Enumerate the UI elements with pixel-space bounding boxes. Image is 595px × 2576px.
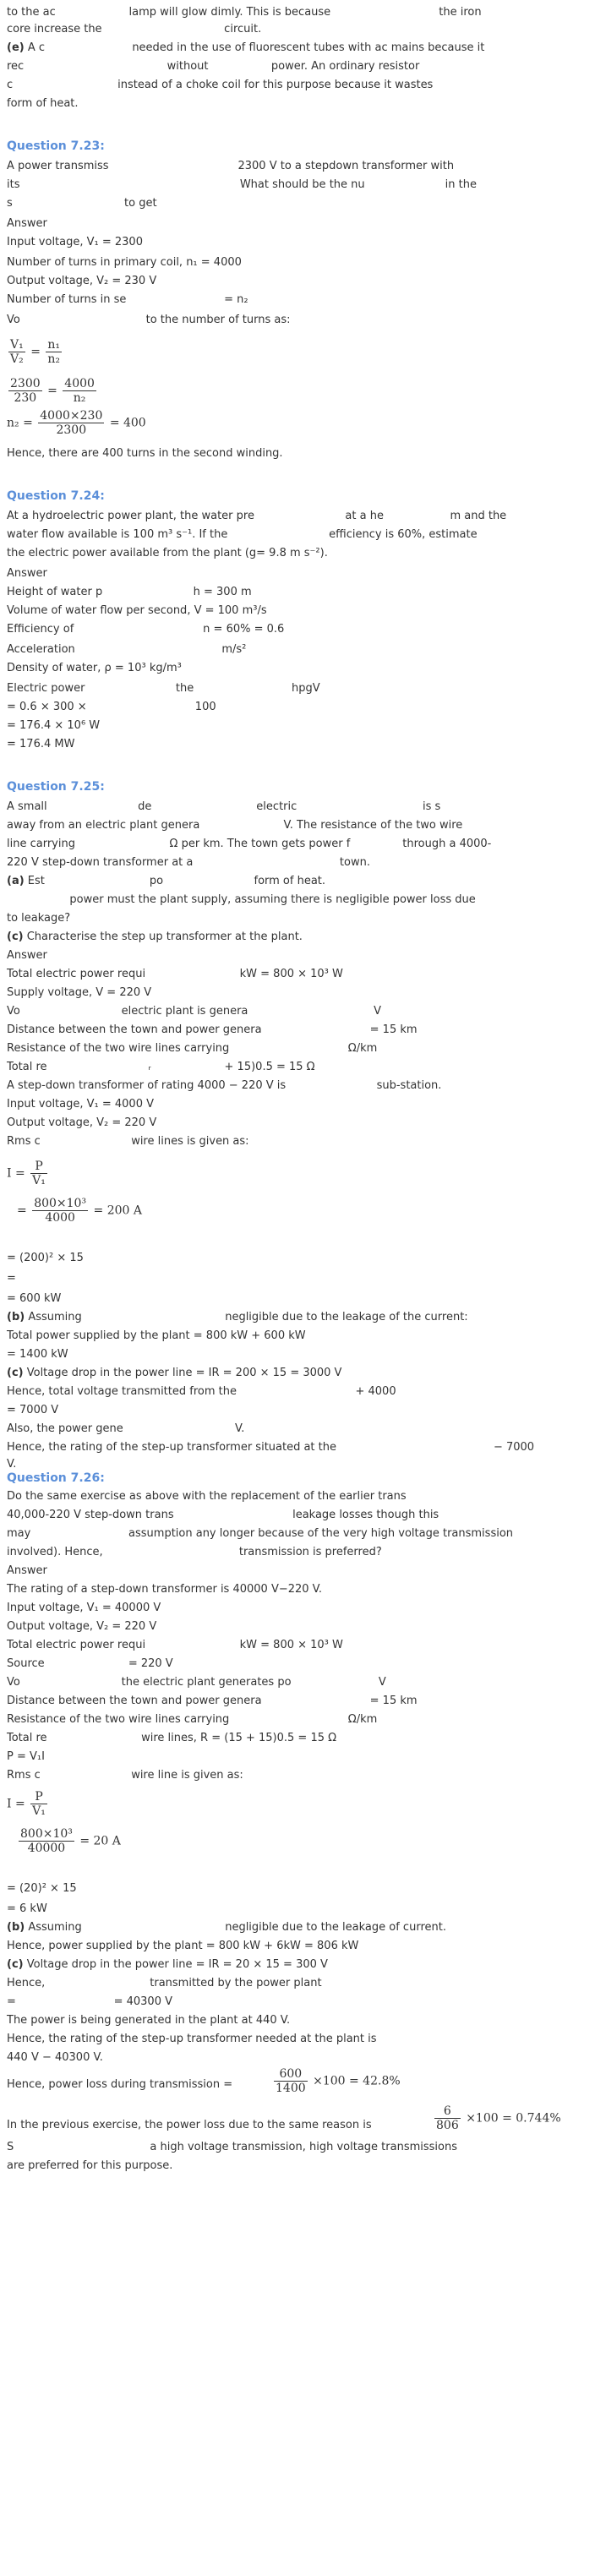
text-line bbox=[7, 2077, 232, 2093]
line-text: c instead of a choke coil for this purpose because it wastes bbox=[7, 79, 434, 91]
text-line bbox=[7, 2032, 377, 2047]
formula-rhs: = 20 A bbox=[79, 1834, 121, 1848]
line-text: Hence, total voltage transmitted from the + 4000 bbox=[7, 1385, 396, 1398]
text-line bbox=[7, 1422, 244, 1437]
line-text: Hence, power loss during transmission = bbox=[7, 2078, 233, 2091]
line-text: = bbox=[7, 1272, 16, 1285]
text-line bbox=[7, 196, 157, 211]
equals-sign: = bbox=[30, 345, 41, 359]
text-line bbox=[7, 2158, 172, 2174]
text-line bbox=[7, 274, 156, 289]
line-text: Volume of water flow per second, V = 100 m³/s bbox=[7, 604, 267, 617]
text-line bbox=[7, 718, 100, 734]
fraction-numerator: 2300 bbox=[10, 377, 41, 390]
line-text: its What should be the nu in the bbox=[7, 178, 477, 191]
line-text: Input voltage, V₁ = 40000 V bbox=[7, 1602, 161, 1614]
text-line bbox=[7, 737, 74, 752]
text-line bbox=[7, 1564, 47, 1579]
text-line bbox=[7, 1078, 441, 1094]
fraction-numerator: P bbox=[30, 1790, 47, 1804]
text-line bbox=[7, 1060, 315, 1075]
line-text: Total electric power requi kW = 800 × 10³ W bbox=[7, 1639, 343, 1651]
line-text: Hence, there are 400 turns in the second winding. bbox=[7, 447, 283, 460]
text-line bbox=[7, 5, 482, 20]
fraction-numerator: 800×10³ bbox=[20, 1827, 73, 1841]
line-text: Answer bbox=[7, 567, 47, 580]
text-line bbox=[7, 292, 248, 308]
line-text: 440 V − 40300 V. bbox=[7, 2051, 103, 2064]
formula-rhs: ×100 = 42.8% bbox=[313, 2074, 401, 2088]
line-text: Question 7.25: bbox=[7, 780, 105, 794]
line-text: Hence, the rating of the step-up transformer situated at the − 7000 bbox=[7, 1441, 535, 1454]
text-line bbox=[7, 1939, 358, 1954]
text-line bbox=[7, 1004, 381, 1019]
formula-rhs: ×100 = 0.744% bbox=[466, 2111, 561, 2126]
fraction-numerator: n₁ bbox=[47, 338, 61, 352]
text-line bbox=[7, 985, 151, 1001]
formula-q26-value bbox=[17, 1827, 121, 1855]
formula-q25-value bbox=[17, 1197, 142, 1225]
fraction-denominator: 40000 bbox=[27, 1842, 66, 1855]
line-text: are preferred for this purpose. bbox=[7, 2159, 173, 2172]
line-text: Assuming negligible due to the leakage of the current: bbox=[25, 1311, 468, 1323]
formula-q26-loss bbox=[272, 2067, 401, 2095]
text-line bbox=[7, 2013, 290, 2028]
text-line bbox=[7, 1271, 16, 1286]
text-line bbox=[7, 1881, 77, 1897]
line-text: = 176.4 MW bbox=[7, 738, 75, 750]
line-text: Total electric power requi kW = 800 × 10³ W bbox=[7, 968, 343, 980]
fraction-denominator: 2300 bbox=[56, 423, 87, 437]
text-line bbox=[7, 177, 477, 193]
part-label: (c) bbox=[7, 1958, 24, 1971]
text-line bbox=[7, 59, 419, 74]
line-text: Rms c wire line is given as: bbox=[7, 1769, 243, 1782]
line-text: Total re wire lines, R = (15 + 15)0.5 = 15 Ω bbox=[7, 1732, 337, 1744]
text-line bbox=[7, 96, 79, 112]
text-line bbox=[7, 1251, 84, 1266]
text-line bbox=[7, 1902, 47, 1917]
line-text: Answer bbox=[7, 1564, 47, 1577]
line-text: Number of turns in se = n₂ bbox=[7, 293, 248, 306]
text-line bbox=[7, 930, 303, 945]
line-text: Est po form of heat. bbox=[24, 875, 326, 887]
fraction-numerator: 4000 bbox=[64, 377, 95, 390]
line-text: At a hydroelectric power plant, the water pre at a he m and the bbox=[7, 510, 507, 522]
fraction-numerator: 600 bbox=[274, 2067, 308, 2082]
line-text: core increase the circuit. bbox=[7, 23, 262, 35]
fraction-denominator: 4000 bbox=[45, 1211, 75, 1225]
text-line bbox=[7, 1545, 382, 1560]
line-text: to leakage? bbox=[7, 912, 71, 925]
line-text: may assumption any longer because of the very high voltage transmission bbox=[7, 1527, 514, 1540]
formula-q26-current bbox=[7, 1790, 49, 1818]
line-text: power must the plant supply, assuming there is negligible power loss due bbox=[7, 893, 476, 906]
line-text: to the ac lamp will glow dimly. This is because the iron bbox=[7, 6, 482, 19]
text-line bbox=[7, 1116, 156, 1131]
text-line bbox=[7, 818, 462, 833]
fraction-denominator: 1400 bbox=[276, 2082, 306, 2095]
line-text: Vo to the number of turns as: bbox=[7, 314, 291, 326]
line-text: In the previous exercise, the power loss due to the same reason is bbox=[7, 2119, 372, 2131]
text-line bbox=[7, 2050, 103, 2066]
text-line bbox=[7, 22, 261, 37]
question-heading bbox=[7, 1471, 105, 1486]
text-line bbox=[7, 681, 320, 696]
text-line bbox=[7, 1675, 386, 1690]
line-text: Source = 220 V bbox=[7, 1657, 173, 1670]
line-text: P = V₁I bbox=[7, 1750, 45, 1763]
line-text: form of heat. bbox=[7, 97, 79, 110]
text-line bbox=[7, 1347, 68, 1362]
text-line bbox=[7, 622, 284, 637]
text-line bbox=[7, 1366, 341, 1381]
line-text: Voltage drop in the power line = IR = 20 × 15 = 300 V bbox=[23, 1958, 328, 1971]
formula-lhs: n₂ = bbox=[7, 416, 33, 430]
line-text: Electric power the hpgV bbox=[7, 682, 320, 695]
text-line bbox=[7, 1694, 418, 1709]
fraction-denominator: n₂ bbox=[73, 391, 86, 405]
line-text: Also, the power gene V. bbox=[7, 1422, 245, 1435]
part-label: (b) bbox=[7, 1921, 25, 1934]
part-label: (c) bbox=[7, 1367, 24, 1379]
fraction-numerator: 6 bbox=[434, 2104, 461, 2119]
text-line bbox=[7, 1489, 407, 1504]
line-text: away from an electric plant genera V. The resistance of the two wire bbox=[7, 819, 463, 832]
line-text: The power is being generated in the plant at 440 V. bbox=[7, 2014, 291, 2027]
text-line bbox=[7, 1508, 439, 1523]
line-text: 40,000-220 V step-down trans leakage losses though this bbox=[7, 1509, 439, 1521]
line-text: Height of water p h = 300 m bbox=[7, 586, 252, 598]
line-text: Voltage drop in the power line = IR = 200 × 15 = 3000 V bbox=[23, 1367, 342, 1379]
text-line bbox=[7, 1041, 377, 1056]
text-line bbox=[7, 1995, 172, 2010]
fraction-numerator: P bbox=[30, 1160, 47, 1174]
text-line bbox=[7, 1384, 396, 1400]
formula-lhs: I = bbox=[7, 1166, 25, 1181]
line-text: = (200)² × 15 bbox=[7, 1252, 84, 1264]
text-line bbox=[7, 874, 325, 889]
line-text: Distance between the town and power genera = 15 km bbox=[7, 1695, 418, 1707]
fraction-numerator: 800×10³ bbox=[34, 1197, 87, 1210]
text-line bbox=[7, 159, 454, 174]
text-line bbox=[7, 546, 328, 561]
text-line bbox=[7, 1310, 468, 1325]
line-text: = 1400 kW bbox=[7, 1348, 68, 1361]
fraction-denominator: 230 bbox=[14, 391, 37, 405]
text-line bbox=[7, 1291, 61, 1307]
text-line bbox=[7, 967, 343, 982]
text-line bbox=[7, 1526, 513, 1542]
line-text: Output voltage, V₂ = 230 V bbox=[7, 275, 157, 287]
line-text: = 6 kW bbox=[7, 1902, 47, 1915]
line-text: Question 7.23: bbox=[7, 139, 105, 153]
line-text: Rms c wire lines is given as: bbox=[7, 1135, 249, 1148]
text-line bbox=[7, 837, 491, 852]
line-text: Resistance of the two wire lines carrying Ω/km bbox=[7, 1713, 378, 1726]
fraction-numerator: V₁ bbox=[10, 338, 24, 352]
text-line bbox=[7, 855, 370, 870]
formula-rhs: = 400 bbox=[109, 416, 146, 430]
line-text: Hence, transmitted by the power plant bbox=[7, 1977, 322, 1989]
text-line bbox=[7, 2118, 372, 2133]
text-line bbox=[7, 446, 283, 461]
text-line bbox=[7, 1638, 343, 1653]
text-line bbox=[7, 1440, 534, 1455]
text-line bbox=[7, 566, 47, 581]
text-line bbox=[7, 235, 143, 250]
line-text: s to get bbox=[7, 197, 157, 210]
formula-q23-sub bbox=[7, 377, 98, 405]
line-text: Output voltage, V₂ = 220 V bbox=[7, 1620, 157, 1633]
line-text: A small de electric is s bbox=[7, 800, 441, 813]
line-text: Vo the electric plant generates po V bbox=[7, 1676, 386, 1689]
line-text: A step-down transformer of rating 4000 − 220 V is sub-station. bbox=[7, 1079, 442, 1092]
line-text: S a high voltage transmission, high voltage transmissions bbox=[7, 2141, 457, 2153]
text-line bbox=[7, 78, 433, 93]
line-text: the electric power available from the plant (g= 9.8 m s⁻²). bbox=[7, 547, 328, 559]
line-text: Input voltage, V₁ = 2300 bbox=[7, 236, 143, 248]
line-text: Hence, the rating of the step-up transformer needed at the plant is bbox=[7, 2033, 377, 2045]
line-text: = 7000 V bbox=[7, 1404, 59, 1416]
text-line bbox=[7, 1656, 173, 1672]
line-text: Characterise the step up transformer at the plant. bbox=[23, 931, 303, 943]
line-text: Number of turns in primary coil, n₁ = 4000 bbox=[7, 256, 242, 269]
line-text: A c needed in the use of fluorescent tubes with ac mains because it bbox=[24, 41, 485, 54]
line-text: Answer bbox=[7, 949, 47, 962]
text-line bbox=[7, 1619, 156, 1635]
line-text: Total re ᵣ + 15)0.5 = 15 Ω bbox=[7, 1061, 315, 1073]
text-line bbox=[7, 1601, 161, 1616]
line-text: = 0.6 × 300 × 100 bbox=[7, 701, 216, 713]
line-text: line carrying Ω per km. The town gets power f through a 4000- bbox=[7, 838, 492, 850]
line-text: Total power supplied by the plant = 800 kW + 600 kW bbox=[7, 1329, 306, 1342]
line-text: Input voltage, V₁ = 4000 V bbox=[7, 1098, 155, 1111]
part-label: (c) bbox=[7, 931, 24, 943]
line-text: 220 V step-down transformer at a town. bbox=[7, 856, 370, 869]
formula-q23-ratio bbox=[7, 338, 63, 366]
text-line bbox=[7, 700, 216, 715]
text-line bbox=[7, 800, 440, 815]
line-text: The rating of a step-down transformer is 40000 V−220 V. bbox=[7, 1583, 323, 1596]
text-line bbox=[7, 1097, 154, 1112]
formula-rhs: = 200 A bbox=[93, 1203, 142, 1218]
text-line bbox=[7, 2140, 457, 2155]
line-text: Efficiency of n = 60% = 0.6 bbox=[7, 623, 285, 636]
text-line bbox=[7, 1023, 418, 1038]
text-line bbox=[7, 1749, 45, 1765]
question-heading bbox=[7, 488, 105, 504]
line-text: Assuming negligible due to the leakage of current. bbox=[25, 1921, 446, 1934]
text-line bbox=[7, 1403, 58, 1418]
line-text: = 600 kW bbox=[7, 1292, 62, 1305]
line-text: Answer bbox=[7, 217, 47, 230]
fraction-denominator: V₁ bbox=[32, 1174, 46, 1187]
line-text: Density of water, ρ = 10³ kg/m³ bbox=[7, 662, 182, 674]
formula-q26-prev-loss bbox=[433, 2104, 561, 2132]
text-line bbox=[7, 603, 267, 619]
fraction-denominator: 806 bbox=[436, 2119, 459, 2132]
text-line bbox=[7, 255, 242, 270]
text-line bbox=[7, 509, 506, 524]
text-line bbox=[7, 661, 182, 676]
text-line bbox=[7, 911, 70, 926]
text-line bbox=[7, 892, 476, 908]
part-label: (a) bbox=[7, 875, 25, 887]
text-line bbox=[7, 1976, 322, 1991]
line-text: = 176.4 × 10⁶ W bbox=[7, 719, 101, 732]
text-line bbox=[7, 1134, 249, 1149]
line-text: Acceleration m/s² bbox=[7, 643, 247, 656]
line-text: = = 40300 V bbox=[7, 1995, 173, 2008]
text-line bbox=[7, 1920, 446, 1935]
text-line bbox=[7, 585, 252, 600]
formula-lhs: I = bbox=[7, 1797, 25, 1811]
question-heading bbox=[7, 139, 105, 154]
fraction-denominator: V₂ bbox=[10, 352, 24, 366]
part-label: (b) bbox=[7, 1311, 25, 1323]
formula-q25-current bbox=[7, 1160, 49, 1187]
text-line bbox=[7, 1957, 328, 1973]
part-label: (e) bbox=[7, 41, 25, 54]
line-text: = (20)² × 15 bbox=[7, 1882, 77, 1895]
text-line bbox=[7, 41, 484, 56]
formula-q23-n2 bbox=[7, 409, 146, 437]
line-text: Output voltage, V₂ = 220 V bbox=[7, 1116, 157, 1129]
line-text: rec without power. An ordinary resistor bbox=[7, 60, 420, 73]
text-line bbox=[7, 1329, 306, 1344]
text-line bbox=[7, 1712, 377, 1727]
line-text: Question 7.26: bbox=[7, 1471, 105, 1485]
text-line bbox=[7, 1768, 243, 1783]
text-line bbox=[7, 642, 246, 658]
line-text: V. bbox=[7, 1458, 17, 1471]
text-line bbox=[7, 527, 478, 543]
question-heading bbox=[7, 779, 105, 794]
line-text: Distance between the town and power genera = 15 km bbox=[7, 1023, 418, 1036]
fraction-denominator: n₂ bbox=[47, 352, 61, 366]
fraction-numerator: 4000×230 bbox=[40, 409, 103, 423]
text-line bbox=[7, 216, 47, 232]
line-text: Question 7.24: bbox=[7, 489, 105, 503]
line-text: Supply voltage, V = 220 V bbox=[7, 986, 152, 999]
text-line bbox=[7, 1731, 336, 1746]
formula-lhs: = bbox=[17, 1203, 27, 1218]
line-text: Do the same exercise as above with the replacement of the earlier trans bbox=[7, 1490, 407, 1503]
line-text: Resistance of the two wire lines carrying Ω/km bbox=[7, 1042, 378, 1055]
line-text: Vo electric plant is genera V bbox=[7, 1005, 382, 1018]
line-text: water flow available is 100 m³ s⁻¹. If the efficiency is 60%, estimate bbox=[7, 528, 478, 541]
text-line bbox=[7, 1582, 322, 1597]
line-text: Hence, power supplied by the plant = 800 kW + 6kW = 806 kW bbox=[7, 1940, 359, 1952]
line-text: involved). Hence, transmission is preferred? bbox=[7, 1546, 382, 1558]
text-line bbox=[7, 948, 47, 963]
equals-sign: = bbox=[47, 384, 57, 398]
text-line bbox=[7, 313, 291, 328]
line-text: A power transmiss 2300 V to a stepdown transformer with bbox=[7, 160, 455, 172]
fraction-denominator: V₁ bbox=[32, 1804, 46, 1818]
